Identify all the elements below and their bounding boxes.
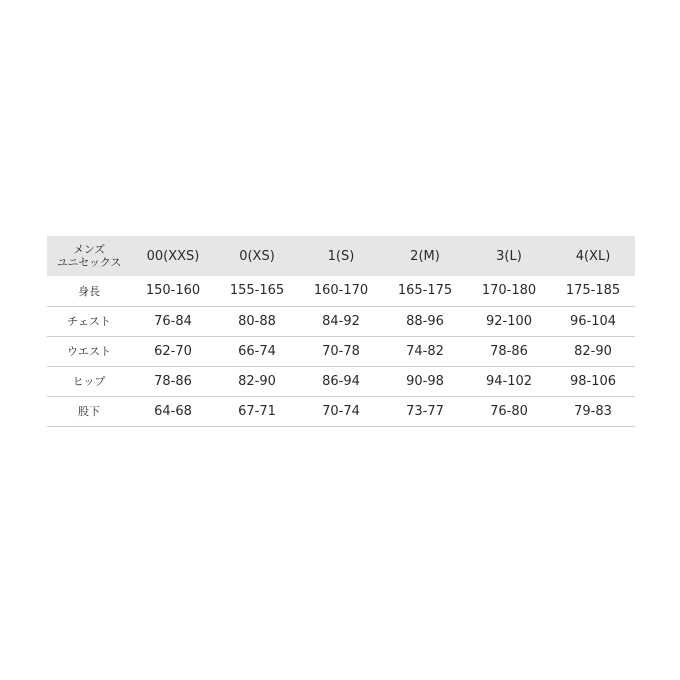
size-header-2-m: 2(M) [410, 248, 440, 264]
corner-header-line-1: メンズ [73, 243, 105, 256]
table-cell: 70-74 [322, 403, 360, 419]
row-label: チェスト [67, 315, 111, 328]
table-row-chest [47, 306, 635, 336]
size-header-0-xs: 0(XS) [239, 248, 275, 264]
table-cell: 165-175 [397, 283, 453, 299]
table-cell: 70-78 [322, 343, 360, 359]
table-cell: 82-90 [238, 373, 276, 389]
size-header-00-xxs: 00(XXS) [146, 248, 200, 264]
table-cell: 64-68 [154, 403, 192, 419]
table-cell: 155-165 [229, 283, 285, 299]
table-cell: 96-104 [569, 313, 617, 329]
row-label: 股下 [78, 405, 100, 418]
table-cell: 67-71 [238, 403, 276, 419]
table-cell: 62-70 [154, 343, 192, 359]
table-cell: 84-92 [322, 313, 360, 329]
table-row-hip [47, 366, 635, 396]
table-cell: 79-83 [574, 403, 612, 419]
table-cell: 78-86 [154, 373, 192, 389]
table-cell: 90-98 [406, 373, 444, 389]
table-cell: 86-94 [322, 373, 360, 389]
row-label: ヒップ [72, 375, 106, 388]
table-cell: 150-160 [145, 283, 201, 299]
table-cell: 82-90 [574, 343, 612, 359]
table-cell: 98-106 [569, 373, 617, 389]
table-row-height [47, 276, 635, 306]
table-cell: 94-102 [485, 373, 533, 389]
size-chart-header [47, 236, 635, 276]
size-header-4-xl: 4(XL) [575, 248, 611, 264]
size-header-1-s: 1(S) [327, 248, 355, 264]
table-cell: 170-180 [481, 283, 537, 299]
table-cell: 160-170 [313, 283, 369, 299]
table-cell: 92-100 [485, 313, 533, 329]
table-cell: 76-84 [154, 313, 192, 329]
table-cell: 73-77 [406, 403, 444, 419]
table-cell: 66-74 [238, 343, 276, 359]
table-cell: 76-80 [490, 403, 528, 419]
corner-header [47, 236, 131, 276]
corner-header-line-2: ユニセックス [56, 256, 122, 269]
table-cell: 80-88 [238, 313, 276, 329]
size-chart-table [47, 236, 635, 427]
size-header-3-l: 3(L) [496, 248, 522, 264]
table-row-inseam [47, 396, 635, 426]
table-cell: 175-185 [565, 283, 621, 299]
table-cell: 78-86 [490, 343, 528, 359]
table-cell: 88-96 [406, 313, 444, 329]
header-row [47, 236, 635, 276]
row-label: ウエスト [67, 345, 111, 358]
table-row-waist [47, 336, 635, 366]
size-chart-body [47, 276, 635, 426]
row-label: 身長 [78, 284, 100, 298]
table-cell: 74-82 [406, 343, 444, 359]
